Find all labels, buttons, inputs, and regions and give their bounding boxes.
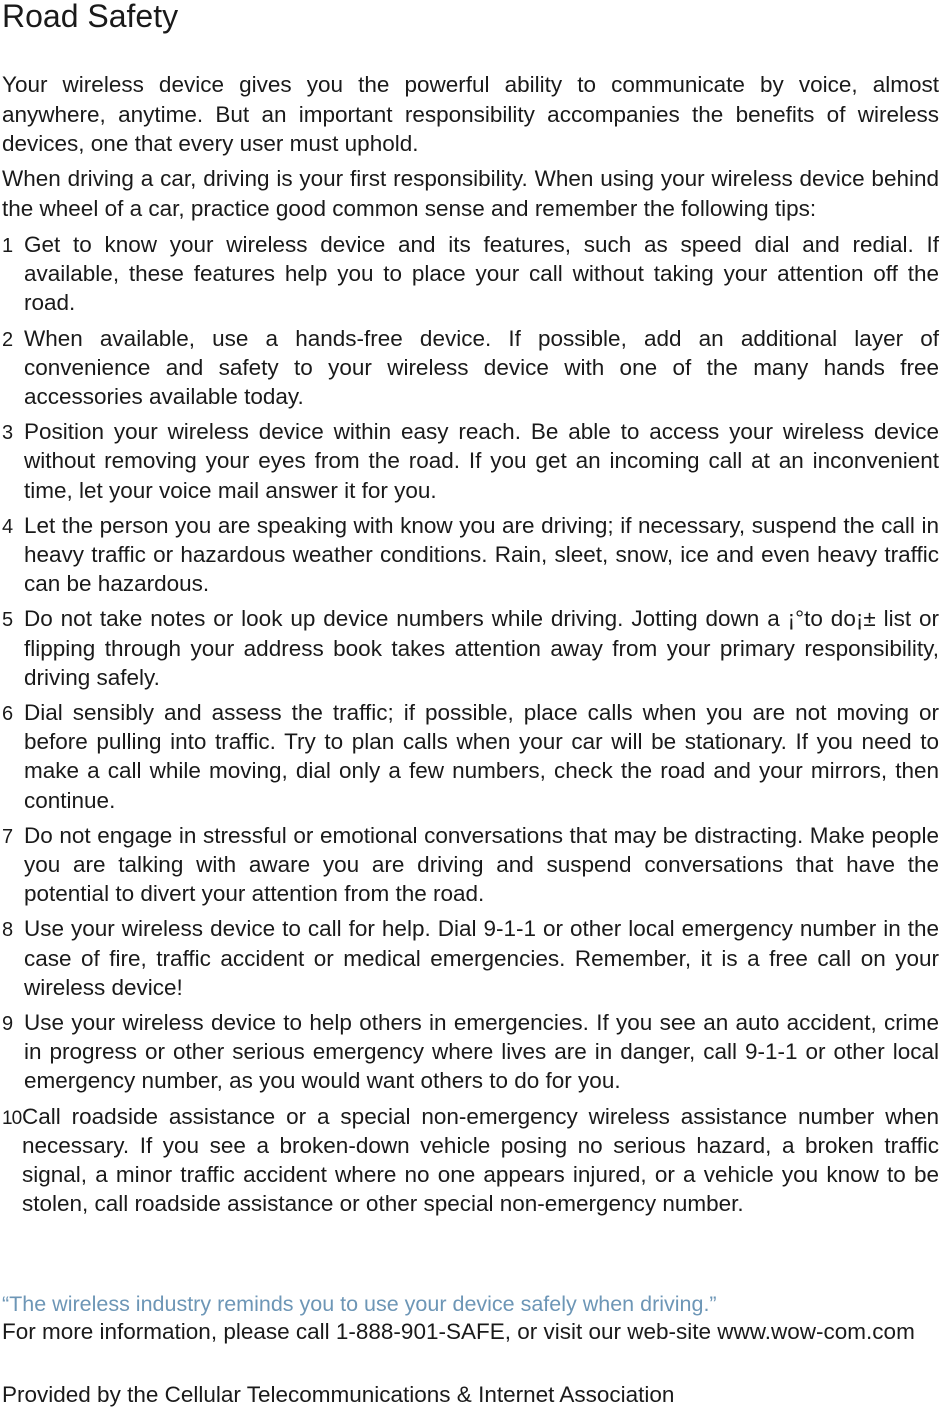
tip-item xyxy=(2,324,939,412)
tip-text: Use your wireless device to call for help. Dial 9-1-1 or other local emergency number in the case of fire, traffic accident or medical emergencies. Remember, it is a free call on your wireless device! xyxy=(24,916,939,1000)
tip-item xyxy=(2,604,939,692)
tip-item xyxy=(2,230,939,318)
tip-item xyxy=(2,1008,939,1096)
tip-number: 5 xyxy=(2,609,14,632)
tip-number: 8 xyxy=(2,919,14,942)
tip-item xyxy=(2,511,939,599)
tip-item xyxy=(2,698,939,815)
intro-paragraph-1: Your wireless device gives you the powerful ability to communicate by voice, almost anywhere, anytime. But an important responsibility accompanies the benefits of wireless devices, one that every user must uphold. xyxy=(2,72,939,156)
tip-text: Position your wireless device within easy reach. Be able to access your wireless device without removing your eyes from the road. If you get an incoming call at an inconvenient time, let your voice mail answer it for you. xyxy=(24,419,939,503)
tip-text: Do not engage in stressful or emotional conversations that may be distracting. Make people you are talking with aware you are driving and suspend conversations that have the potential to divert your attention from the road. xyxy=(24,822,939,907)
tip-item xyxy=(2,417,939,505)
tip-text: When available, use a hands-free device. If possible, add an additional layer of convenience and safety to your wireless device with one of the many hands free accessories available today. xyxy=(24,325,939,410)
tip-number: 9 xyxy=(2,1013,14,1036)
tip-text: Call roadside assistance or a special non-emergency wireless assistance number when necessary. If you see a broken-down vehicle posing no serious hazard, a broken traffic signal, a minor traffic accident where no one appears injured, or a vehicle you know to be stolen, call roadside assistance or other special non-emergency number. xyxy=(22,1103,939,1217)
tip-number: 2 xyxy=(2,328,14,351)
tip-item xyxy=(2,1102,939,1219)
tip-item xyxy=(2,821,939,909)
tip-item xyxy=(2,914,939,1002)
tip-text: Dial sensibly and assess the traffic; if possible, place calls when you are not moving or before pulling into traffic. Try to plan calls when your car will be stationary. If you need to make a call while moving, dial only a few numbers, check the road and your mirrors, then continue. xyxy=(24,700,939,813)
tip-number: 10 xyxy=(2,1107,22,1129)
tips-list xyxy=(2,230,939,1225)
tip-number: 3 xyxy=(2,422,14,445)
tip-text: Do not take notes or look up device numbers while driving. Jotting down a ¡°to do¡± list or flipping through your address book takes attention away from your primary responsibility, driving safely. xyxy=(24,606,939,690)
tip-text: Let the person you are speaking with know you are driving; if necessary, suspend the call in heavy traffic or hazardous weather conditions. Rain, sleet, snow, ice and even heavy traffic can be hazardous. xyxy=(24,512,939,597)
tip-text: Get to know your wireless device and its features, such as speed dial and redial. If available, these features help you to place your call without taking your attention off the road. xyxy=(24,232,939,316)
provided-by: Provided by the Cellular Telecommunications & Internet Association xyxy=(2,1382,675,1407)
tip-number: 4 xyxy=(2,515,14,538)
contact-info: For more information, please call 1-888-901-SAFE, or visit our web-site www.wow-com.com xyxy=(2,1319,915,1344)
industry-quote: “The wireless industry reminds you to use your device safely when driving.” xyxy=(2,1292,717,1316)
tip-text: Use your wireless device to help others in emergencies. If you see an auto accident, crime in progress or other serious emergency where lives are in danger, call 9-1-1 or other local emergency number, as you would want others to do for you. xyxy=(24,1010,939,1094)
tip-number: 6 xyxy=(2,703,14,726)
page-title: Road Safety xyxy=(2,0,179,34)
tip-number: 1 xyxy=(2,235,14,257)
tip-number: 7 xyxy=(2,825,14,848)
intro-paragraph-2: When driving a car, driving is your first responsibility. When using your wireless device behind the wheel of a car, practice good common sense and remember the following tips: xyxy=(2,166,939,221)
